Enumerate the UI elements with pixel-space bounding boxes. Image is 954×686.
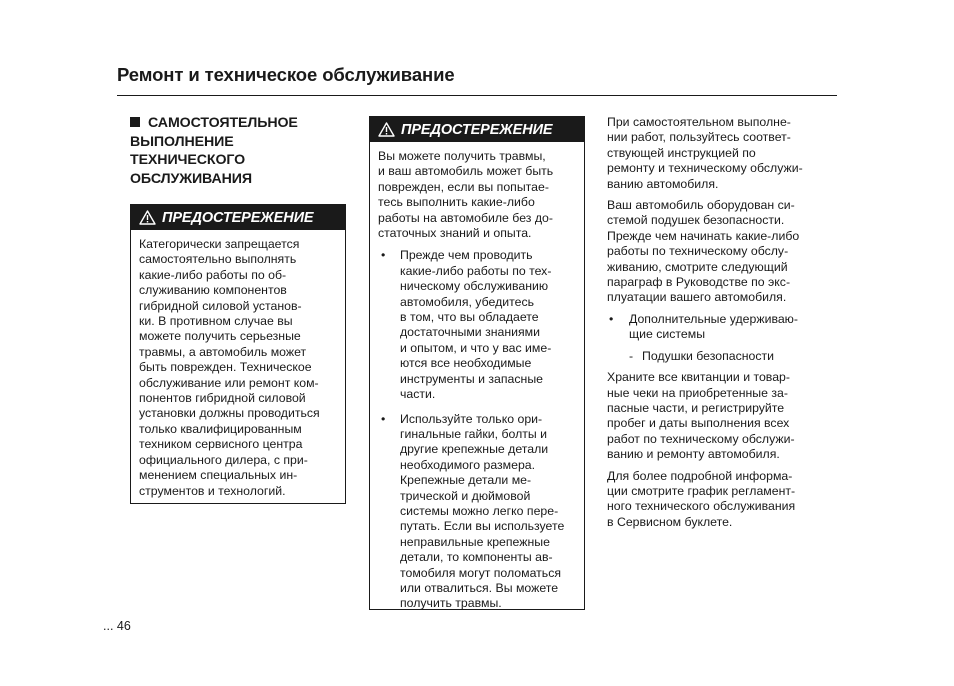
page-number: ... 46 (103, 619, 131, 633)
header-divider (117, 95, 837, 96)
bullet-dot-icon: • (381, 411, 386, 426)
list-item-text: Используйте только ори- гинальные гайки, болты и другие крепежные детали необходимого размера. Крепежные детали ме- трической и дюймовой системы можно легко пере- путать. Если вы используете неправильные крепежные детали, то компоненты ав- томобиля могут поломаться или отвалиться. Вы можете получить травмы. (400, 411, 565, 611)
bullet-dot-icon: • (609, 311, 614, 326)
warning-bullet-list (378, 248, 578, 611)
sub-list-item-text: Подушки безопасности (642, 348, 774, 363)
list-item (378, 248, 578, 402)
list-item-text: Дополнительные удерживаю- щие системы (629, 311, 798, 342)
warning-box-left (130, 204, 346, 504)
sub-list-item (607, 349, 837, 364)
section-title-text: САМОСТОЯТЕЛЬНОЕ ВЫПОЛНЕНИЕ ТЕХНИЧЕСКОГО ОБСЛУЖИВАНИЯ (130, 115, 298, 187)
warning-label: ПРЕДОСТЕРЕЖЕНИЕ (401, 121, 553, 138)
section-title (130, 114, 345, 188)
page-header-title: Ремонт и техническое обслуживание (117, 64, 455, 85)
bullet-dot-icon: • (381, 248, 386, 263)
warning-box-middle (369, 116, 585, 610)
warning-text: Категорически запрещается самостоятельно выполнять какие-либо работы по об- служиванию компонентов гибридной силовой установ- ки. В противном случае вы можете получить серьезные травмы, а автомобиль может быть поврежден. Техническое обслуживание или ремонт ком- понентов гибридной силовой установки должны проводиться только квалифицированным техником сервисного центра официального дилера, с при- менением специальных ин- струментов и технологий. (139, 237, 320, 498)
warning-label: ПРЕДОСТЕРЕЖЕНИЕ (162, 209, 314, 226)
list-item (607, 312, 837, 343)
list-item-text: Прежде чем проводить какие-либо работы по тех- ническому обслуживанию автомобиля, убедитесь в том, что вы обладаете достаточными знаниями и опытом, и что у вас име- ются все необходимые инструменты и запасные части. (400, 248, 552, 402)
paragraph-4: Для более подробной информа- ции смотрите график регламент- ного технического обслуживания в Сервисном буклете. (607, 468, 796, 529)
warning-header (131, 205, 345, 230)
right-column (607, 115, 837, 536)
warning-header (370, 117, 584, 142)
square-bullet-icon (130, 117, 140, 127)
warning-triangle-icon (378, 122, 395, 137)
paragraph-1: При самостоятельном выполне- нии работ, пользуйтесь соответ- ствующей инструкцией по ремонту и техническому обслужи- ванию автомобиля. (607, 115, 803, 191)
warning-intro: Вы можете получить травмы, и ваш автомобиль может быть поврежден, если вы попытае- тесь выполнить какие-либо работы на автомобиле без до- статочных знаний и опыта. (378, 149, 554, 241)
warning-triangle-icon (139, 210, 156, 225)
paragraph-2: Ваш автомобиль оборудован си- стемой подушек безопасности. Прежде чем начинать какие-либо работы по техническому обслу- живанию, смотрите следующий параграф в Руководстве по экс- плуатации вашего автомобиля. (607, 198, 800, 305)
dash-icon: - (629, 348, 634, 363)
list-item (378, 412, 578, 612)
paragraph-3: Храните все квитанции и товар- ные чеки на приобретенные за- пасные части, и регистрируйте пробег и даты выполнения всех работ по техническому обслужи- ванию и ремонту автомобиля. (607, 370, 795, 462)
